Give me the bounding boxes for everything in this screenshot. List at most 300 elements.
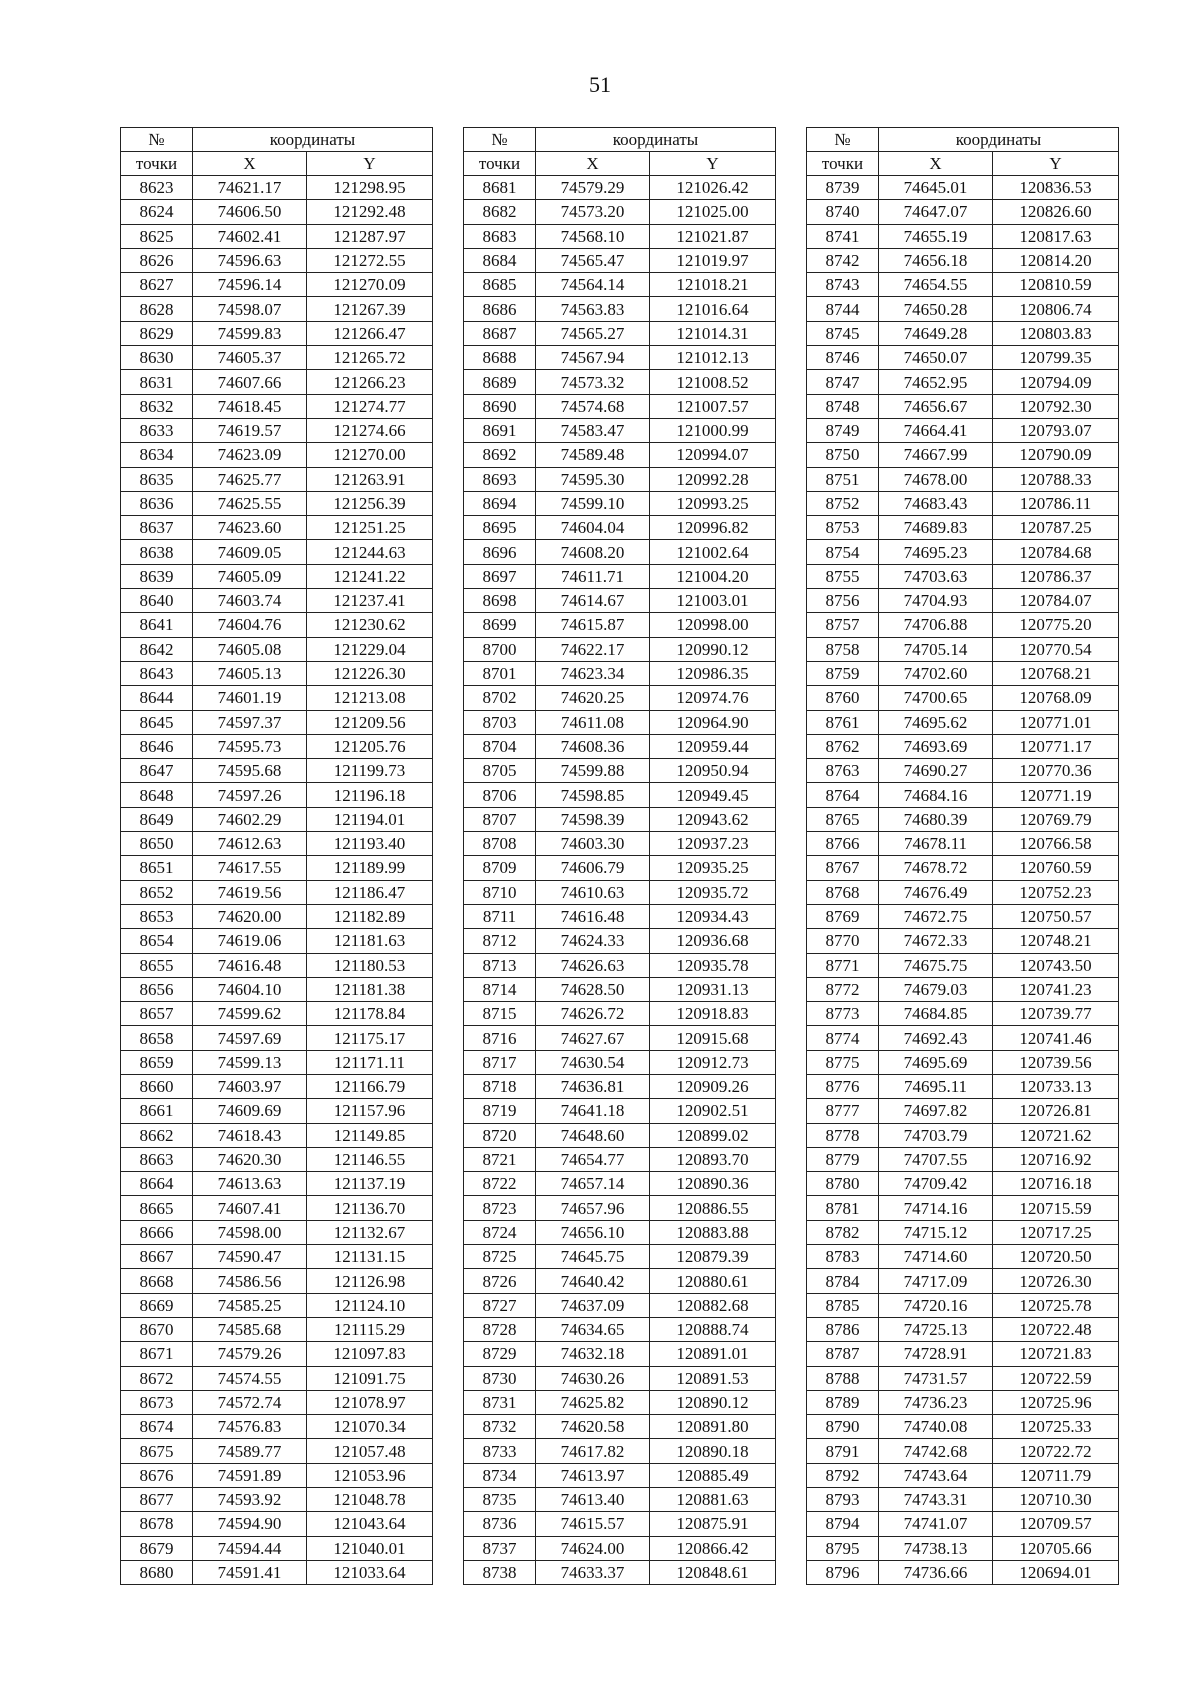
point-number-cell: 8741 <box>807 224 879 248</box>
x-coordinate-cell: 74714.60 <box>879 1245 993 1269</box>
x-coordinate-cell: 74619.06 <box>193 929 307 953</box>
point-number-cell: 8785 <box>807 1293 879 1317</box>
x-coordinate-cell: 74736.23 <box>879 1390 993 1414</box>
y-coordinate-cell: 120848.61 <box>650 1560 776 1584</box>
table-row <box>464 880 776 904</box>
table-row <box>464 1536 776 1560</box>
y-coordinate-cell: 120943.62 <box>650 807 776 831</box>
y-coordinate-cell: 121272.55 <box>307 248 433 272</box>
y-coordinate-cell: 120902.51 <box>650 1099 776 1123</box>
x-coordinate-cell: 74607.66 <box>193 370 307 394</box>
y-coordinate-cell: 121171.11 <box>307 1050 433 1074</box>
table-row <box>807 1172 1119 1196</box>
y-coordinate-cell: 120743.50 <box>993 953 1119 977</box>
y-coordinate-cell: 120741.46 <box>993 1026 1119 1050</box>
x-coordinate-cell: 74605.08 <box>193 637 307 661</box>
table-row <box>807 734 1119 758</box>
table-row <box>121 1415 433 1439</box>
y-coordinate-cell: 121115.29 <box>307 1317 433 1341</box>
x-coordinate-cell: 74656.67 <box>879 394 993 418</box>
x-coordinate-cell: 74625.82 <box>536 1390 650 1414</box>
table-row <box>807 686 1119 710</box>
point-number-cell: 8627 <box>121 273 193 297</box>
x-coordinate-cell: 74738.13 <box>879 1536 993 1560</box>
point-number-cell: 8777 <box>807 1099 879 1123</box>
header-point: точки <box>807 152 879 176</box>
y-coordinate-cell: 120709.57 <box>993 1512 1119 1536</box>
x-coordinate-cell: 74595.73 <box>193 734 307 758</box>
table-row <box>807 807 1119 831</box>
table-row <box>121 1026 433 1050</box>
table-row <box>807 346 1119 370</box>
point-number-cell: 8696 <box>464 540 536 564</box>
x-coordinate-cell: 74627.67 <box>536 1026 650 1050</box>
header-coordinates: координаты <box>879 128 1119 152</box>
header-no: № <box>464 128 536 152</box>
header-y: Y <box>307 152 433 176</box>
table-row <box>121 637 433 661</box>
y-coordinate-cell: 121182.89 <box>307 904 433 928</box>
point-number-cell: 8711 <box>464 904 536 928</box>
y-coordinate-cell: 120959.44 <box>650 734 776 758</box>
x-coordinate-cell: 74598.07 <box>193 297 307 321</box>
point-number-cell: 8750 <box>807 443 879 467</box>
y-coordinate-cell: 120725.78 <box>993 1293 1119 1317</box>
x-coordinate-cell: 74603.30 <box>536 832 650 856</box>
y-coordinate-cell: 121002.64 <box>650 540 776 564</box>
table-row <box>121 710 433 734</box>
point-number-cell: 8727 <box>464 1293 536 1317</box>
table-row <box>121 1293 433 1317</box>
y-coordinate-cell: 120716.18 <box>993 1172 1119 1196</box>
table-row <box>121 953 433 977</box>
table-row <box>807 1415 1119 1439</box>
x-coordinate-cell: 74630.54 <box>536 1050 650 1074</box>
x-coordinate-cell: 74591.89 <box>193 1463 307 1487</box>
y-coordinate-cell: 120722.48 <box>993 1317 1119 1341</box>
y-coordinate-cell: 121189.99 <box>307 856 433 880</box>
point-number-cell: 8629 <box>121 321 193 345</box>
x-coordinate-cell: 74664.41 <box>879 418 993 442</box>
x-coordinate-cell: 74623.09 <box>193 443 307 467</box>
table-row <box>121 1123 433 1147</box>
point-number-cell: 8658 <box>121 1026 193 1050</box>
x-coordinate-cell: 74611.08 <box>536 710 650 734</box>
y-coordinate-cell: 120792.30 <box>993 394 1119 418</box>
table-row <box>121 1196 433 1220</box>
y-coordinate-cell: 120722.72 <box>993 1439 1119 1463</box>
table-row <box>807 1488 1119 1512</box>
table-row <box>464 321 776 345</box>
table-row <box>464 467 776 491</box>
page-number: 51 <box>589 72 611 97</box>
y-coordinate-cell: 121131.15 <box>307 1245 433 1269</box>
table-row <box>464 1390 776 1414</box>
x-coordinate-cell: 74652.95 <box>879 370 993 394</box>
point-number-cell: 8722 <box>464 1172 536 1196</box>
y-coordinate-cell: 121230.62 <box>307 613 433 637</box>
table-row <box>121 759 433 783</box>
point-number-cell: 8646 <box>121 734 193 758</box>
table-row <box>807 224 1119 248</box>
y-coordinate-cell: 120886.55 <box>650 1196 776 1220</box>
point-number-cell: 8676 <box>121 1463 193 1487</box>
point-number-cell: 8685 <box>464 273 536 297</box>
table-row <box>464 176 776 200</box>
point-number-cell: 8781 <box>807 1196 879 1220</box>
x-coordinate-cell: 74690.27 <box>879 759 993 783</box>
table-row <box>464 516 776 540</box>
x-coordinate-cell: 74599.88 <box>536 759 650 783</box>
y-coordinate-cell: 120784.68 <box>993 540 1119 564</box>
y-coordinate-cell: 120748.21 <box>993 929 1119 953</box>
table-row <box>464 394 776 418</box>
point-number-cell: 8745 <box>807 321 879 345</box>
point-number-cell: 8690 <box>464 394 536 418</box>
y-coordinate-cell: 121229.04 <box>307 637 433 661</box>
y-coordinate-cell: 120721.83 <box>993 1342 1119 1366</box>
table-row <box>464 370 776 394</box>
y-coordinate-cell: 120810.59 <box>993 273 1119 297</box>
point-number-cell: 8760 <box>807 686 879 710</box>
x-coordinate-cell: 74612.63 <box>193 832 307 856</box>
table-row <box>464 1123 776 1147</box>
y-coordinate-cell: 120725.33 <box>993 1415 1119 1439</box>
table-row <box>121 1439 433 1463</box>
point-number-cell: 8782 <box>807 1220 879 1244</box>
y-coordinate-cell: 121136.70 <box>307 1196 433 1220</box>
table-row <box>464 564 776 588</box>
y-coordinate-cell: 121157.96 <box>307 1099 433 1123</box>
point-number-cell: 8773 <box>807 1002 879 1026</box>
y-coordinate-cell: 121241.22 <box>307 564 433 588</box>
point-number-cell: 8657 <box>121 1002 193 1026</box>
point-number-cell: 8708 <box>464 832 536 856</box>
x-coordinate-cell: 74609.05 <box>193 540 307 564</box>
point-number-cell: 8764 <box>807 783 879 807</box>
table-row <box>121 1172 433 1196</box>
y-coordinate-cell: 120771.01 <box>993 710 1119 734</box>
table-row <box>807 443 1119 467</box>
point-number-cell: 8787 <box>807 1342 879 1366</box>
table-row <box>807 1123 1119 1147</box>
point-number-cell: 8776 <box>807 1074 879 1098</box>
table-row <box>121 589 433 613</box>
table-row <box>807 1342 1119 1366</box>
table-row <box>807 540 1119 564</box>
point-number-cell: 8688 <box>464 346 536 370</box>
x-coordinate-cell: 74603.97 <box>193 1074 307 1098</box>
y-coordinate-cell: 120964.90 <box>650 710 776 734</box>
x-coordinate-cell: 74649.28 <box>879 321 993 345</box>
point-number-cell: 8794 <box>807 1512 879 1536</box>
y-coordinate-cell: 120794.09 <box>993 370 1119 394</box>
x-coordinate-cell: 74594.90 <box>193 1512 307 1536</box>
table-row <box>121 346 433 370</box>
y-coordinate-cell: 120950.94 <box>650 759 776 783</box>
x-coordinate-cell: 74657.96 <box>536 1196 650 1220</box>
x-coordinate-cell: 74576.83 <box>193 1415 307 1439</box>
table-row <box>121 1463 433 1487</box>
header-row-bottom <box>807 152 1119 176</box>
x-coordinate-cell: 74728.91 <box>879 1342 993 1366</box>
x-coordinate-cell: 74608.20 <box>536 540 650 564</box>
table-row <box>807 1390 1119 1414</box>
x-coordinate-cell: 74597.69 <box>193 1026 307 1050</box>
y-coordinate-cell: 120935.25 <box>650 856 776 880</box>
point-number-cell: 8642 <box>121 637 193 661</box>
y-coordinate-cell: 120717.25 <box>993 1220 1119 1244</box>
x-coordinate-cell: 74604.04 <box>536 516 650 540</box>
y-coordinate-cell: 120814.20 <box>993 248 1119 272</box>
point-number-cell: 8687 <box>464 321 536 345</box>
y-coordinate-cell: 121012.13 <box>650 346 776 370</box>
y-coordinate-cell: 120803.83 <box>993 321 1119 345</box>
point-number-cell: 8700 <box>464 637 536 661</box>
table-row <box>121 540 433 564</box>
y-coordinate-cell: 121008.52 <box>650 370 776 394</box>
point-number-cell: 8703 <box>464 710 536 734</box>
x-coordinate-cell: 74672.33 <box>879 929 993 953</box>
point-number-cell: 8683 <box>464 224 536 248</box>
x-coordinate-cell: 74625.77 <box>193 467 307 491</box>
header-point: точки <box>464 152 536 176</box>
y-coordinate-cell: 121124.10 <box>307 1293 433 1317</box>
table-row <box>464 1245 776 1269</box>
y-coordinate-cell: 120996.82 <box>650 516 776 540</box>
y-coordinate-cell: 120883.88 <box>650 1220 776 1244</box>
y-coordinate-cell: 120771.17 <box>993 734 1119 758</box>
table-row <box>807 613 1119 637</box>
x-coordinate-cell: 74619.57 <box>193 418 307 442</box>
table-row <box>807 880 1119 904</box>
x-coordinate-cell: 74601.19 <box>193 686 307 710</box>
y-coordinate-cell: 121043.64 <box>307 1512 433 1536</box>
y-coordinate-cell: 120721.62 <box>993 1123 1119 1147</box>
x-coordinate-cell: 74605.37 <box>193 346 307 370</box>
x-coordinate-cell: 74689.83 <box>879 516 993 540</box>
y-coordinate-cell: 120726.81 <box>993 1099 1119 1123</box>
y-coordinate-cell: 120890.18 <box>650 1439 776 1463</box>
x-coordinate-cell: 74697.82 <box>879 1099 993 1123</box>
table-row <box>121 516 433 540</box>
y-coordinate-cell: 121186.47 <box>307 880 433 904</box>
y-coordinate-cell: 121196.18 <box>307 783 433 807</box>
y-coordinate-cell: 121146.55 <box>307 1147 433 1171</box>
table-row <box>464 1488 776 1512</box>
x-coordinate-cell: 74599.13 <box>193 1050 307 1074</box>
header-row-top <box>807 128 1119 152</box>
x-coordinate-cell: 74614.67 <box>536 589 650 613</box>
x-coordinate-cell: 74743.31 <box>879 1488 993 1512</box>
table-row <box>464 589 776 613</box>
table-row <box>464 491 776 515</box>
table-row <box>121 370 433 394</box>
x-coordinate-cell: 74678.11 <box>879 832 993 856</box>
table-row <box>807 1099 1119 1123</box>
point-number-cell: 8726 <box>464 1269 536 1293</box>
y-coordinate-cell: 120885.49 <box>650 1463 776 1487</box>
y-coordinate-cell: 120931.13 <box>650 977 776 1001</box>
point-number-cell: 8656 <box>121 977 193 1001</box>
point-number-cell: 8704 <box>464 734 536 758</box>
y-coordinate-cell: 120705.66 <box>993 1536 1119 1560</box>
x-coordinate-cell: 74579.29 <box>536 176 650 200</box>
table-row <box>807 832 1119 856</box>
x-coordinate-cell: 74693.69 <box>879 734 993 758</box>
point-number-cell: 8718 <box>464 1074 536 1098</box>
table-row <box>121 1390 433 1414</box>
y-coordinate-cell: 121298.95 <box>307 176 433 200</box>
x-coordinate-cell: 74645.75 <box>536 1245 650 1269</box>
table-row <box>807 200 1119 224</box>
x-coordinate-cell: 74590.47 <box>193 1245 307 1269</box>
point-number-cell: 8651 <box>121 856 193 880</box>
table-row <box>464 637 776 661</box>
y-coordinate-cell: 120974.76 <box>650 686 776 710</box>
y-coordinate-cell: 121193.40 <box>307 832 433 856</box>
point-number-cell: 8771 <box>807 953 879 977</box>
coordinate-table-3 <box>806 127 1119 1585</box>
x-coordinate-cell: 74610.63 <box>536 880 650 904</box>
table-row <box>464 248 776 272</box>
table-row <box>464 1293 776 1317</box>
point-number-cell: 8652 <box>121 880 193 904</box>
table-row <box>464 807 776 831</box>
point-number-cell: 8721 <box>464 1147 536 1171</box>
x-coordinate-cell: 74654.55 <box>879 273 993 297</box>
point-number-cell: 8768 <box>807 880 879 904</box>
y-coordinate-cell: 120739.56 <box>993 1050 1119 1074</box>
table-row <box>121 977 433 1001</box>
point-number-cell: 8795 <box>807 1536 879 1560</box>
point-number-cell: 8677 <box>121 1488 193 1512</box>
table-row <box>121 224 433 248</box>
x-coordinate-cell: 74604.10 <box>193 977 307 1001</box>
point-number-cell: 8628 <box>121 297 193 321</box>
x-coordinate-cell: 74568.10 <box>536 224 650 248</box>
point-number-cell: 8641 <box>121 613 193 637</box>
y-coordinate-cell: 121091.75 <box>307 1366 433 1390</box>
y-coordinate-cell: 121000.99 <box>650 418 776 442</box>
point-number-cell: 8780 <box>807 1172 879 1196</box>
point-number-cell: 8679 <box>121 1536 193 1560</box>
y-coordinate-cell: 120817.63 <box>993 224 1119 248</box>
table-row <box>464 1560 776 1584</box>
x-coordinate-cell: 74650.28 <box>879 297 993 321</box>
point-number-cell: 8695 <box>464 516 536 540</box>
y-coordinate-cell: 120909.26 <box>650 1074 776 1098</box>
y-coordinate-cell: 120879.39 <box>650 1245 776 1269</box>
header-row-top <box>121 128 433 152</box>
table-row <box>807 1560 1119 1584</box>
point-number-cell: 8626 <box>121 248 193 272</box>
y-coordinate-cell: 120992.28 <box>650 467 776 491</box>
y-coordinate-cell: 121209.56 <box>307 710 433 734</box>
point-number-cell: 8647 <box>121 759 193 783</box>
point-number-cell: 8762 <box>807 734 879 758</box>
point-number-cell: 8645 <box>121 710 193 734</box>
y-coordinate-cell: 120891.53 <box>650 1366 776 1390</box>
x-coordinate-cell: 74606.50 <box>193 200 307 224</box>
table-row <box>464 904 776 928</box>
point-number-cell: 8630 <box>121 346 193 370</box>
y-coordinate-cell: 121194.01 <box>307 807 433 831</box>
y-coordinate-cell: 121256.39 <box>307 491 433 515</box>
table-row <box>807 1002 1119 1026</box>
point-number-cell: 8670 <box>121 1317 193 1341</box>
y-coordinate-cell: 121097.83 <box>307 1342 433 1366</box>
point-number-cell: 8663 <box>121 1147 193 1171</box>
y-coordinate-cell: 121070.34 <box>307 1415 433 1439</box>
y-coordinate-cell: 121137.19 <box>307 1172 433 1196</box>
point-number-cell: 8793 <box>807 1488 879 1512</box>
point-number-cell: 8735 <box>464 1488 536 1512</box>
point-number-cell: 8775 <box>807 1050 879 1074</box>
point-number-cell: 8751 <box>807 467 879 491</box>
x-coordinate-cell: 74715.12 <box>879 1220 993 1244</box>
table-row <box>121 1245 433 1269</box>
point-number-cell: 8654 <box>121 929 193 953</box>
point-number-cell: 8660 <box>121 1074 193 1098</box>
y-coordinate-cell: 120937.23 <box>650 832 776 856</box>
x-coordinate-cell: 74596.63 <box>193 248 307 272</box>
point-number-cell: 8640 <box>121 589 193 613</box>
table-row <box>121 273 433 297</box>
table-row <box>807 904 1119 928</box>
x-coordinate-cell: 74574.68 <box>536 394 650 418</box>
point-number-cell: 8702 <box>464 686 536 710</box>
y-coordinate-cell: 120786.11 <box>993 491 1119 515</box>
table-row <box>121 1342 433 1366</box>
x-coordinate-cell: 74695.11 <box>879 1074 993 1098</box>
table-row <box>464 832 776 856</box>
table-row <box>464 661 776 685</box>
point-number-cell: 8684 <box>464 248 536 272</box>
x-coordinate-cell: 74628.50 <box>536 977 650 1001</box>
point-number-cell: 8667 <box>121 1245 193 1269</box>
header-no: № <box>121 128 193 152</box>
x-coordinate-cell: 74632.18 <box>536 1342 650 1366</box>
x-coordinate-cell: 74620.30 <box>193 1147 307 1171</box>
table-row <box>807 759 1119 783</box>
point-number-cell: 8637 <box>121 516 193 540</box>
x-coordinate-cell: 74725.13 <box>879 1317 993 1341</box>
table-row <box>121 1560 433 1584</box>
table-row <box>807 516 1119 540</box>
point-number-cell: 8748 <box>807 394 879 418</box>
y-coordinate-cell: 120726.30 <box>993 1269 1119 1293</box>
y-coordinate-cell: 120793.07 <box>993 418 1119 442</box>
y-coordinate-cell: 120786.37 <box>993 564 1119 588</box>
point-number-cell: 8752 <box>807 491 879 515</box>
y-coordinate-cell: 121181.38 <box>307 977 433 1001</box>
y-coordinate-cell: 120875.91 <box>650 1512 776 1536</box>
x-coordinate-cell: 74700.65 <box>879 686 993 710</box>
x-coordinate-cell: 74667.99 <box>879 443 993 467</box>
x-coordinate-cell: 74625.55 <box>193 491 307 515</box>
x-coordinate-cell: 74741.07 <box>879 1512 993 1536</box>
table-row <box>121 1220 433 1244</box>
point-number-cell: 8758 <box>807 637 879 661</box>
x-coordinate-cell: 74675.75 <box>879 953 993 977</box>
point-number-cell: 8635 <box>121 467 193 491</box>
table-row <box>807 491 1119 515</box>
point-number-cell: 8788 <box>807 1366 879 1390</box>
y-coordinate-cell: 120949.45 <box>650 783 776 807</box>
y-coordinate-cell: 120836.53 <box>993 176 1119 200</box>
x-coordinate-cell: 74599.10 <box>536 491 650 515</box>
